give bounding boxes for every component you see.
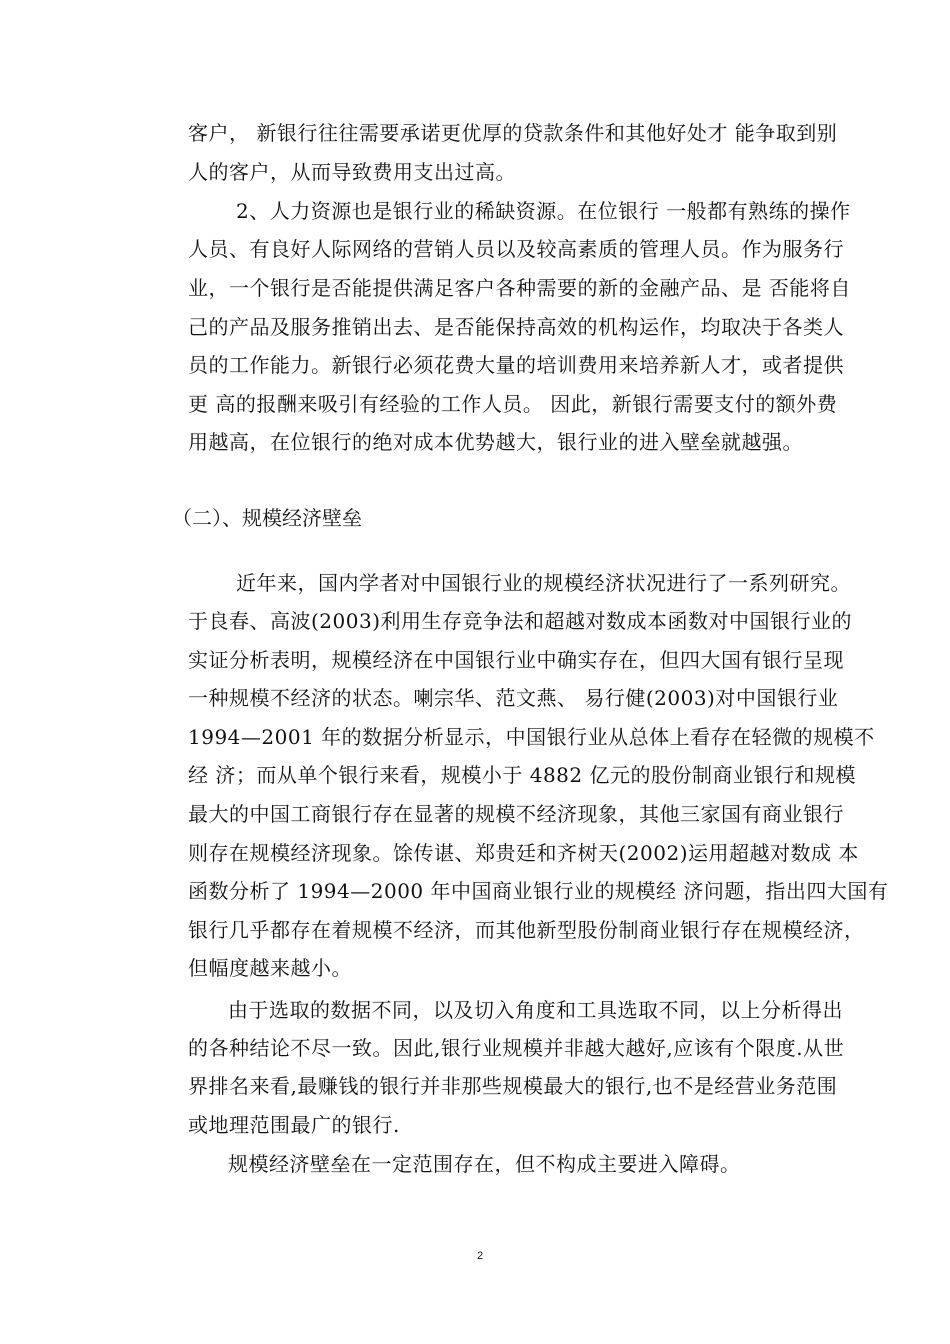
text-line: 银行几乎都存在着规模不经济，而其他新型股份制商业银行存在规模经济， [188, 918, 865, 942]
text-line: 人员、有良好人际网络的营销人员以及较高素质的管理人员。作为服务行 [188, 237, 844, 261]
text-line: 用越高，在位银行的绝对成本优势越大，银行业的进入壁垒就越强。 [188, 430, 803, 454]
text-line: 2、人力资源也是银行业的稀缺资源。在位银行 一般都有熟练的操作 [236, 199, 851, 223]
text-line: 己的产品及服务推销出去、是否能保持高效的机构运作，均取决于各类人 [188, 315, 844, 339]
text-line: 但幅度越来越小。 [188, 956, 352, 980]
text-line: 或地理范围最广的银行. [188, 1113, 400, 1137]
text-line: 业，一个银行是否能提供满足客户各种需要的新的金融产品、是 否能将自 [188, 276, 851, 300]
text-line: 最大的中国工商银行存在显著的规模不经济现象，其他三家国有商业银行 [188, 802, 844, 826]
text-line: 由于选取的数据不同，以及切入角度和工具选取不同，以上分析得出 [228, 998, 843, 1022]
text-line: 界排名来看,最赚钱的银行并非那些规模最大的银行,也不是经营业务范围 [188, 1074, 838, 1098]
text-line: 规模经济壁垒在一定范围存在，但不构成主要进入障碍。 [228, 1152, 741, 1176]
section-heading: （二）、规模经济壁垒 [172, 506, 362, 530]
text-line: 于良春、高波(2003)利用生存竞争法和超越对数成本函数对中国银行业的 [188, 609, 853, 633]
text-line: 近年来，国内学者对中国银行业的规模经济状况进行了一系列研究。 [236, 571, 851, 595]
text-line: 客户， 新银行往往需要承诺更优厚的贷款条件和其他好处才 能争取到别 [188, 121, 838, 145]
text-line: 函数分析了 1994—2000 年中国商业银行业的规模经 济问题，指出四大国有 [188, 879, 889, 903]
text-line: 一种规模不经济的状态。喇宗华、范文燕、 易行健(2003)对中国银行业 [188, 686, 839, 710]
text-line: 则存在规模经济现象。馀传谌、郑贵廷和齐树天(2002)运用超越对数成 本 [188, 841, 859, 865]
text-line: 1994—2001 年的数据分析显示，中国银行业从总体上看存在轻微的规模不 [188, 725, 875, 749]
text-line: 人的客户，从而导致费用支出过高。 [188, 160, 516, 184]
text-line: 更 高的报酬来吸引有经验的工作人员。 因此，新银行需要支付的额外费 [188, 392, 838, 416]
text-line: 的各种结论不尽一致。因此,银行业规模并非越大越好,应该有个限度.从世 [188, 1036, 845, 1060]
text-line: 员的工作能力。新银行必须花费大量的培训费用来培养新人才，或者提供 [188, 353, 844, 377]
page-number: 2 [476, 1250, 484, 1262]
text-line: 经 济；而从单个银行来看，规模小于 4882 亿元的股份制商业银行和规模 [188, 763, 856, 787]
text-line: 实证分析表明，规模经济在中国银行业中确实存在，但四大国有银行呈现 [188, 648, 844, 672]
